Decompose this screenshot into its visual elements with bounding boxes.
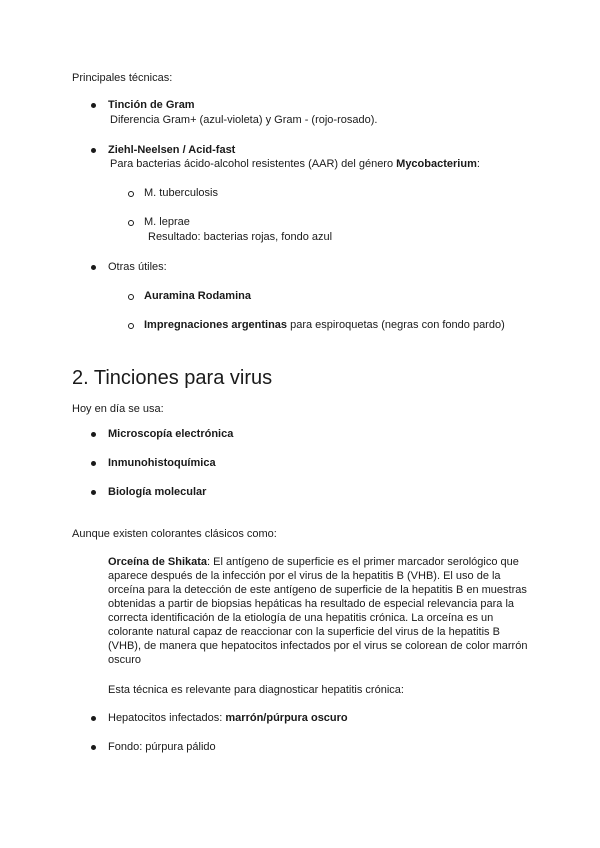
virus-item-microscopia: Microscopía electrónica <box>108 428 234 440</box>
infectados-color: marrón/púrpura oscuro <box>225 712 348 724</box>
impregnaciones-rest: para espiroquetas (negras con fondo pardo) <box>287 319 505 331</box>
intro-label: Principales técnicas: <box>72 72 173 84</box>
bullet-disc-icon <box>91 265 96 270</box>
orceina-title: Orceína de Shikata <box>108 556 208 568</box>
relevante-text: Esta técnica es relevante para diagnosticar hepatitis crónica: <box>108 684 404 696</box>
bullet-circle-icon <box>128 220 134 226</box>
clasicos-intro: Aunque existen colorantes clásicos como: <box>72 528 277 540</box>
ziehl-desc <box>110 157 480 172</box>
ziehl-desc-genus: Mycobacterium <box>396 158 477 170</box>
ziehl-title: Ziehl-Neelsen / Acid-fast <box>108 144 236 156</box>
orceina-paragraph <box>108 555 528 667</box>
auramina-label: Auramina Rodamina <box>144 290 251 302</box>
otras-title: Otras útiles: <box>108 261 167 273</box>
sub-item-leprae: M. leprae <box>144 216 190 228</box>
resultado-fondo: Fondo: púrpura pálido <box>108 741 216 753</box>
infectados-label: Hepatocitos infectados: <box>108 712 226 724</box>
section2-intro: Hoy en día se usa: <box>72 403 164 415</box>
gram-title: Tinción de Gram <box>108 99 195 111</box>
bullet-disc-icon <box>91 461 96 466</box>
bullet-disc-icon <box>91 716 96 721</box>
bullet-disc-icon <box>91 148 96 153</box>
sub-item-tuberculosis: M. tuberculosis <box>144 187 218 199</box>
section-heading: 2. Tinciones para virus <box>72 367 273 389</box>
bullet-disc-icon <box>91 490 96 495</box>
gram-desc: Diferencia Gram+ (azul-violeta) y Gram - (rojo-rosado). <box>110 114 378 126</box>
bullet-circle-icon <box>128 323 134 329</box>
ziehl-desc-text: Para bacterias ácido-alcohol resistentes (AAR) del género <box>110 158 397 170</box>
resultado-infectados <box>108 711 348 726</box>
ziehl-desc-colon: : <box>476 158 480 170</box>
bullet-disc-icon <box>91 103 96 108</box>
bullet-disc-icon <box>91 745 96 750</box>
bullet-circle-icon <box>128 294 134 300</box>
sub-item-auramina <box>144 289 251 304</box>
bullet-disc-icon <box>91 432 96 437</box>
virus-item-biologia: Biología molecular <box>108 486 207 498</box>
bullet-circle-icon <box>128 191 134 197</box>
impregnaciones-label: Impregnaciones argentinas <box>144 319 288 331</box>
leprae-resultado: Resultado: bacterias rojas, fondo azul <box>148 231 333 243</box>
orceina-text: : El antígeno de superficie es el primer marcador serológico que aparece después de la infección por el virus de la hepatitis B (VHB). El uso de la orceína para la detección de este antígeno de superficie de la hepatitis B en muestras obtenidas a partir de biopsias hepáticas ha resultado de especial relevancia para la correcta identificación de la etiología de una hepatitis crónica. La orceína es un colorante natural capaz de reaccionar con la superficie del virus de la hepatitis B (VHB), de manera que hepatocitos infectados por el virus se colorean de color marrón oscuro <box>108 556 528 666</box>
sub-item-impregnaciones <box>144 318 505 333</box>
virus-item-inmuno: Inmunohistoquímica <box>108 457 216 469</box>
